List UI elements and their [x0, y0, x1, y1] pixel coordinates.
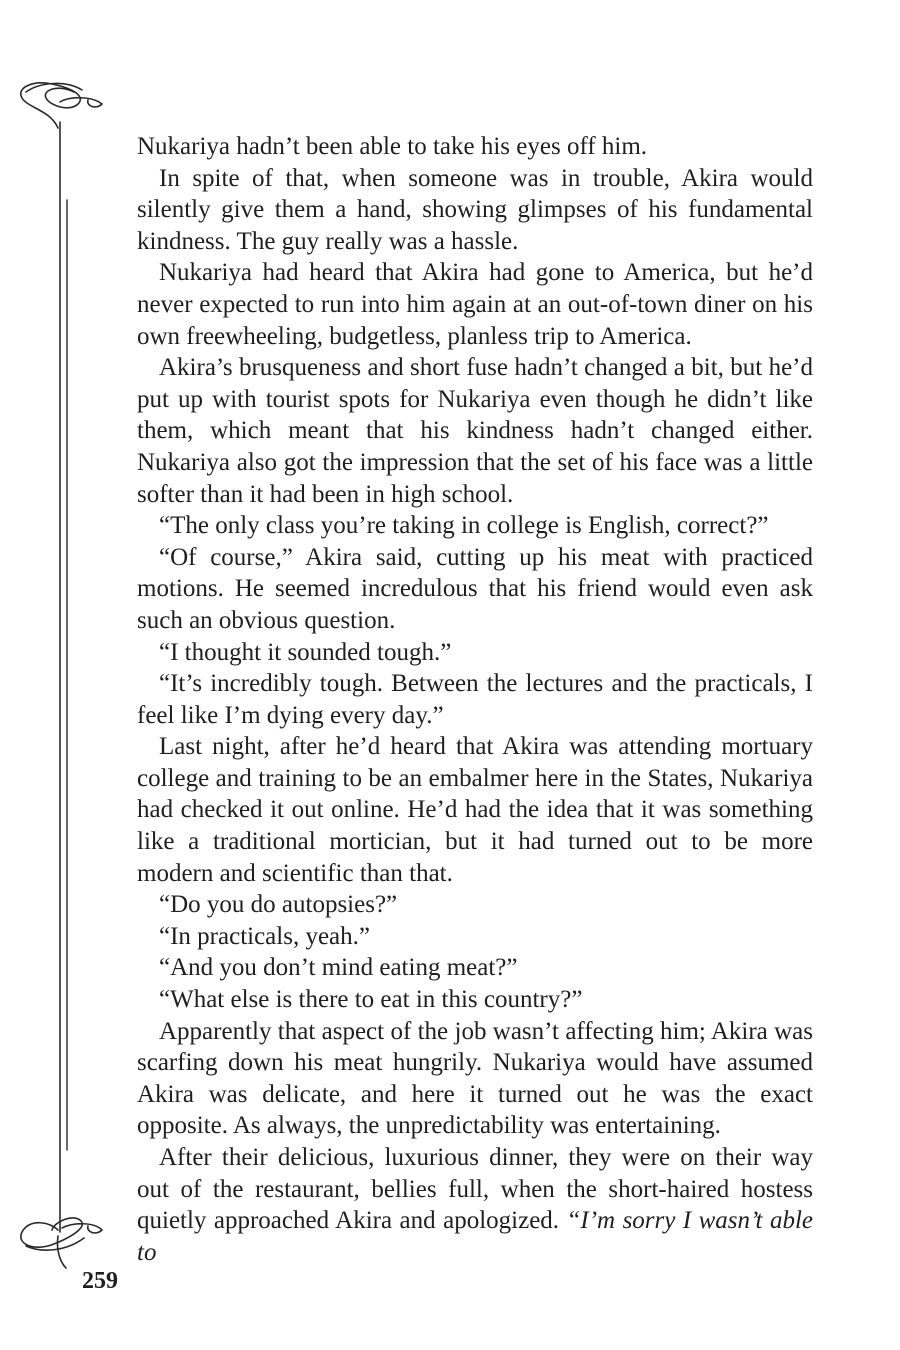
top-flourish	[21, 83, 102, 128]
italic-dialogue: “I’m sorry I wasn’t able to	[137, 1207, 813, 1266]
dialogue-line: “It’s incredibly tough. Between the lectures and the practicals, I feel like I’m dying every day.”	[137, 670, 813, 729]
dialogue-line: “I thought it sounded tough.”	[159, 638, 452, 666]
page-border-ornament	[0, 0, 140, 1300]
paragraph: In spite of that, when someone was in trouble, Akira would silently give them a hand, showing glimpses of his fundamental kindness. The guy really was a hassle.	[137, 164, 813, 255]
paragraph: “Of course,” Akira said, cutting up his meat with practiced motions. He seemed incredulous that his friend would even ask such an obvious question.	[137, 543, 813, 634]
paragraph: Nukariya hadn’t been able to take his eyes off him.	[137, 133, 648, 160]
paragraph: Last night, after he’d heard that Akira was attending mortuary college and training to be an embalmer here in the States, Nukariya had checked it out online. He’d had the idea that it was something like a traditional mortician, but it had turned out to be more modern and scientific than that.	[137, 733, 813, 887]
paragraph: Nukariya had heard that Akira had gone to America, but he’d never expected to run into him again at an out-of-town diner on his own freewheeling, budgetless, planless trip to America.	[137, 259, 813, 350]
dialogue-line: “What else is there to eat in this country?”	[159, 986, 583, 1014]
bottom-flourish	[21, 1218, 102, 1247]
paragraph-text: After their delicious, luxurious dinner, they were on their way out of the restaurant, bellies full, when the short-haired hostess quietly approached Akira and apologized.	[137, 1144, 813, 1235]
dialogue-line: “The only class you’re taking in college is English, correct?”	[159, 512, 769, 540]
dialogue-line: “Do you do autopsies?”	[159, 891, 398, 919]
dialogue-line: “In practicals, yeah.”	[159, 922, 370, 950]
paragraph: Apparently that aspect of the job wasn’t affecting him; Akira was scarfing down his meat hungrily. Nukariya would have assumed Akira was delicate, and here it turned out he was the exact opposite. As always, the unpredictability was entertaining.	[137, 1017, 813, 1140]
paragraph-last	[137, 1142, 813, 1268]
body-text	[137, 131, 813, 1268]
paragraph: Akira’s brusqueness and short fuse hadn’t changed a bit, but he’d put up with tourist spots for Nukariya even though he didn’t like them, which meant that his kindness hadn’t changed either. Nukariya also got the impression that the set of his face was a little softer than it had been in high school.	[137, 354, 813, 508]
dialogue-line: “And you don’t mind eating meat?”	[159, 954, 518, 982]
page-number: 259	[82, 1268, 118, 1294]
